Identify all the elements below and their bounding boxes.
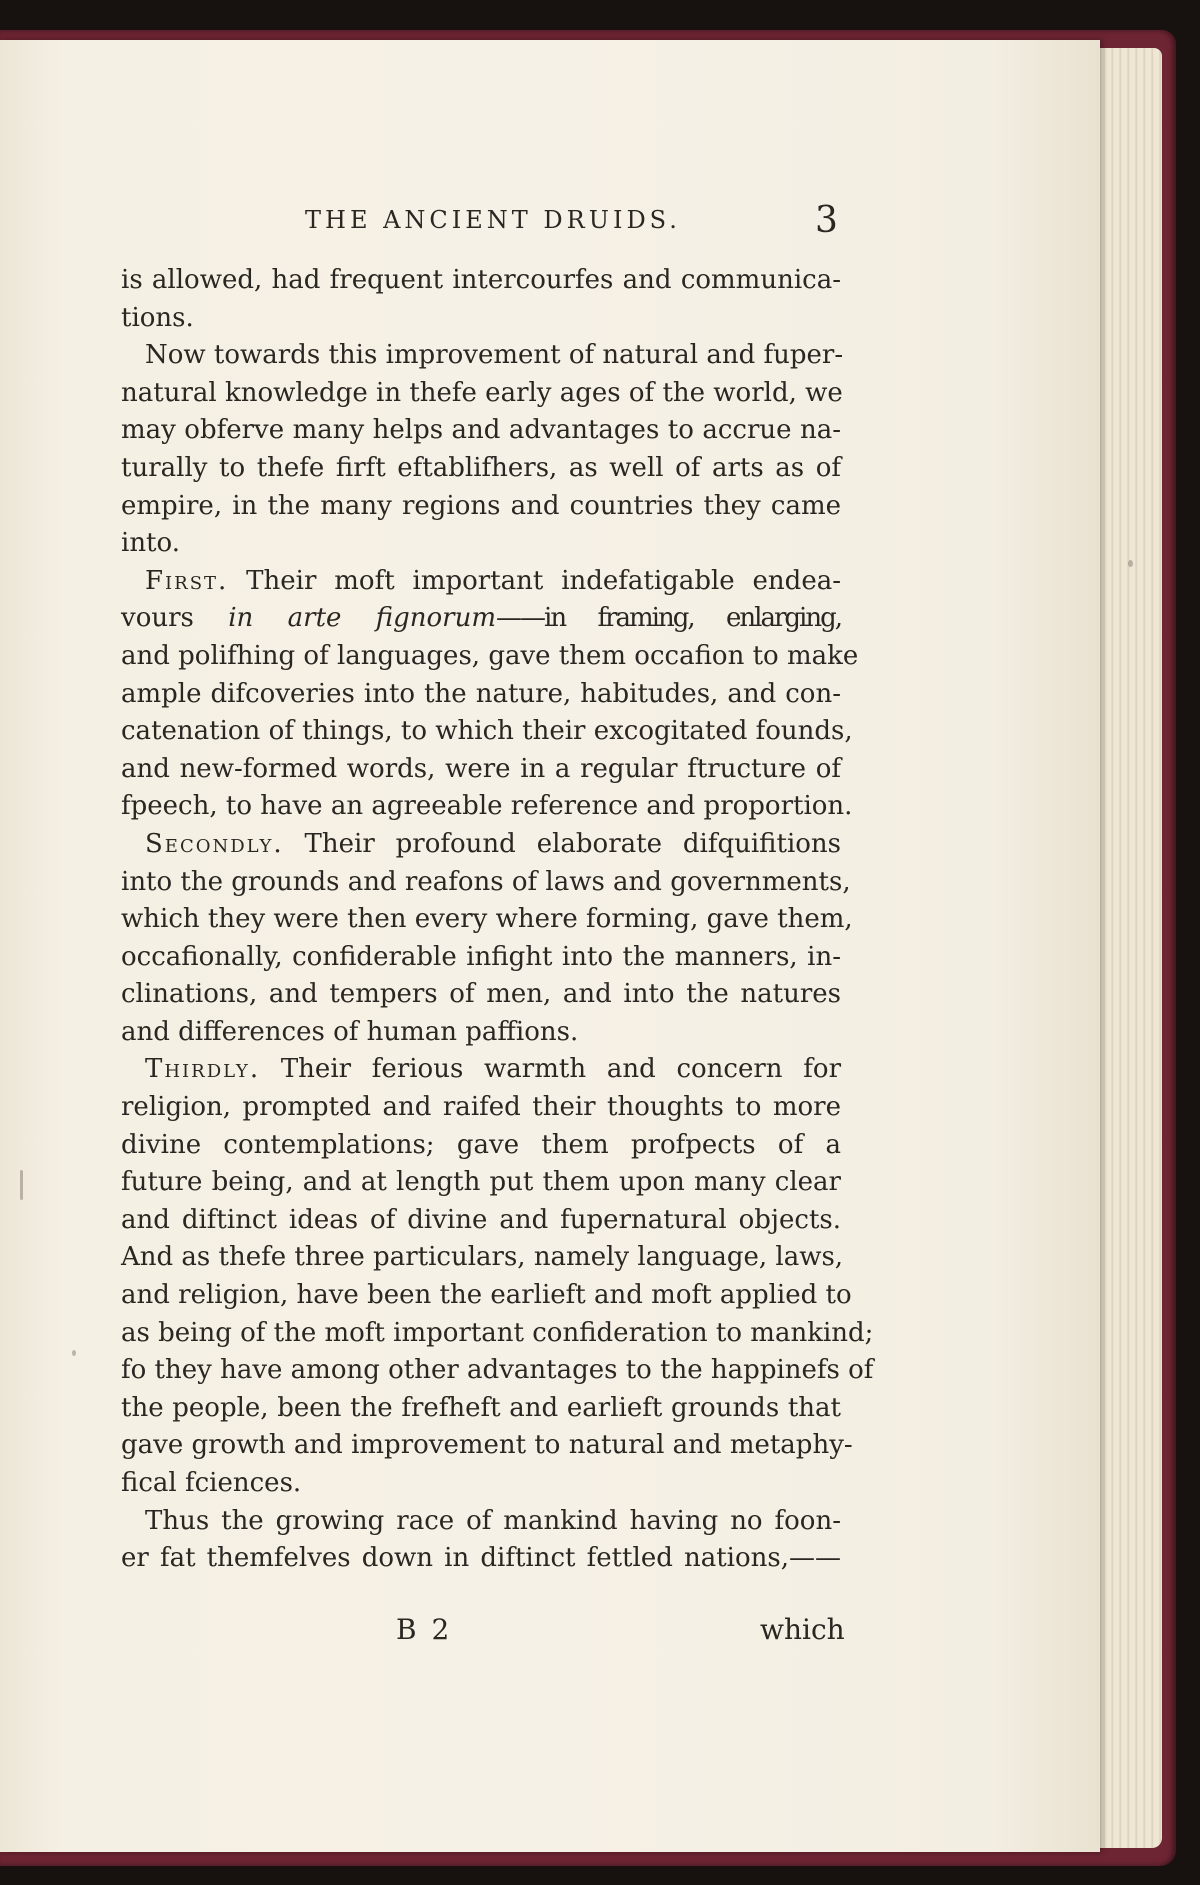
text-line: Thus the growing race of mankind having no foon- xyxy=(145,1505,841,1536)
text-line: the people, been the frefheft and earlieft grounds that xyxy=(121,1392,841,1423)
text-line: divine contemplations; gave them profpects of a xyxy=(121,1129,841,1160)
text-line: Thirdly. Their ferious warmth and concern for xyxy=(145,1054,841,1085)
foxing-spot xyxy=(1128,560,1133,567)
foxing-spot xyxy=(72,1350,76,1356)
text-line: fo they have among other advantages to the happinefs of xyxy=(121,1355,874,1386)
text-line: religion, prompted and raifed their thoughts to more xyxy=(121,1092,841,1123)
text-line: occafionally, confiderable infight into the manners, in- xyxy=(121,941,841,972)
text-line: and diftinct ideas of divine and fupernatural objects. xyxy=(121,1204,841,1235)
paragraph-heading-secondly: Secondly. xyxy=(145,828,284,859)
text-line: and religion, have been the earlieft and moft applied to xyxy=(121,1280,852,1311)
text-line: natural knowledge in thefe early ages of the world, we xyxy=(121,377,843,408)
text-line: er fat themfelves down in diftinct fettled nations,—— xyxy=(121,1543,841,1574)
text-line: may obferve many helps and advantages to accrue na- xyxy=(121,415,841,446)
book-page xyxy=(0,40,1100,1852)
text-line: gave growth and improvement to natural and metaphy- xyxy=(121,1430,853,1461)
text-line: fical fciences. xyxy=(121,1468,302,1498)
text-line: Secondly. Their profound elaborate difquifitions xyxy=(145,828,841,859)
paragraph-heading-first: First. xyxy=(145,565,229,596)
text-line: fpeech, to have an agreeable reference and proportion. xyxy=(121,791,853,822)
text-line: tions. xyxy=(121,302,194,333)
signature-mark: B 2 xyxy=(396,1613,453,1646)
text-line: which they were then every where forming, gave them, xyxy=(121,904,853,935)
text-line: empire, in the many regions and countries they came xyxy=(121,490,841,521)
text-line: clinations, and tempers of men, and into the natures xyxy=(121,979,841,1010)
text-line: First. Their moft important indefatigable endea- xyxy=(145,565,841,596)
text-line: into. xyxy=(121,528,180,559)
text-line: and new-formed words, were in a regular ftructure of xyxy=(121,753,841,784)
text-line: as being of the moft important confideration to mankind; xyxy=(121,1317,874,1348)
page-number: 3 xyxy=(815,200,838,241)
text-line: and polifhing of languages, gave them occafion to make xyxy=(121,640,859,671)
text-line: future being, and at length put them upon many clear xyxy=(121,1167,841,1198)
text-line: turally to thefe firft eftablifhers, as well of arts as of xyxy=(121,452,841,483)
foxing-spot xyxy=(20,1170,23,1200)
catchword: which xyxy=(760,1613,845,1646)
latin-phrase: in arte fignorum xyxy=(228,603,497,634)
text-line: is allowed, had frequent intercourfes and communica- xyxy=(121,265,841,295)
text-line: catenation of things, to which their excogitated founds, xyxy=(121,716,853,747)
text-line: And as thefe three particulars, namely language, laws, xyxy=(121,1242,844,1273)
text-line: into the grounds and reafons of laws and governments, xyxy=(121,866,851,897)
text-line: and differences of human paffions. xyxy=(121,1016,579,1047)
paragraph-heading-thirdly: Thirdly. xyxy=(145,1054,261,1085)
text-line: Now towards this improvement of natural and fuper- xyxy=(145,340,844,371)
body-text xyxy=(121,262,874,1578)
text-line: ample difcoveries into the nature, habitudes, and con- xyxy=(121,678,841,709)
text-line: vours in arte fignorum——in framing, enlarging, xyxy=(121,603,841,634)
running-head: THE ANCIENT DRUIDS. xyxy=(305,206,681,234)
